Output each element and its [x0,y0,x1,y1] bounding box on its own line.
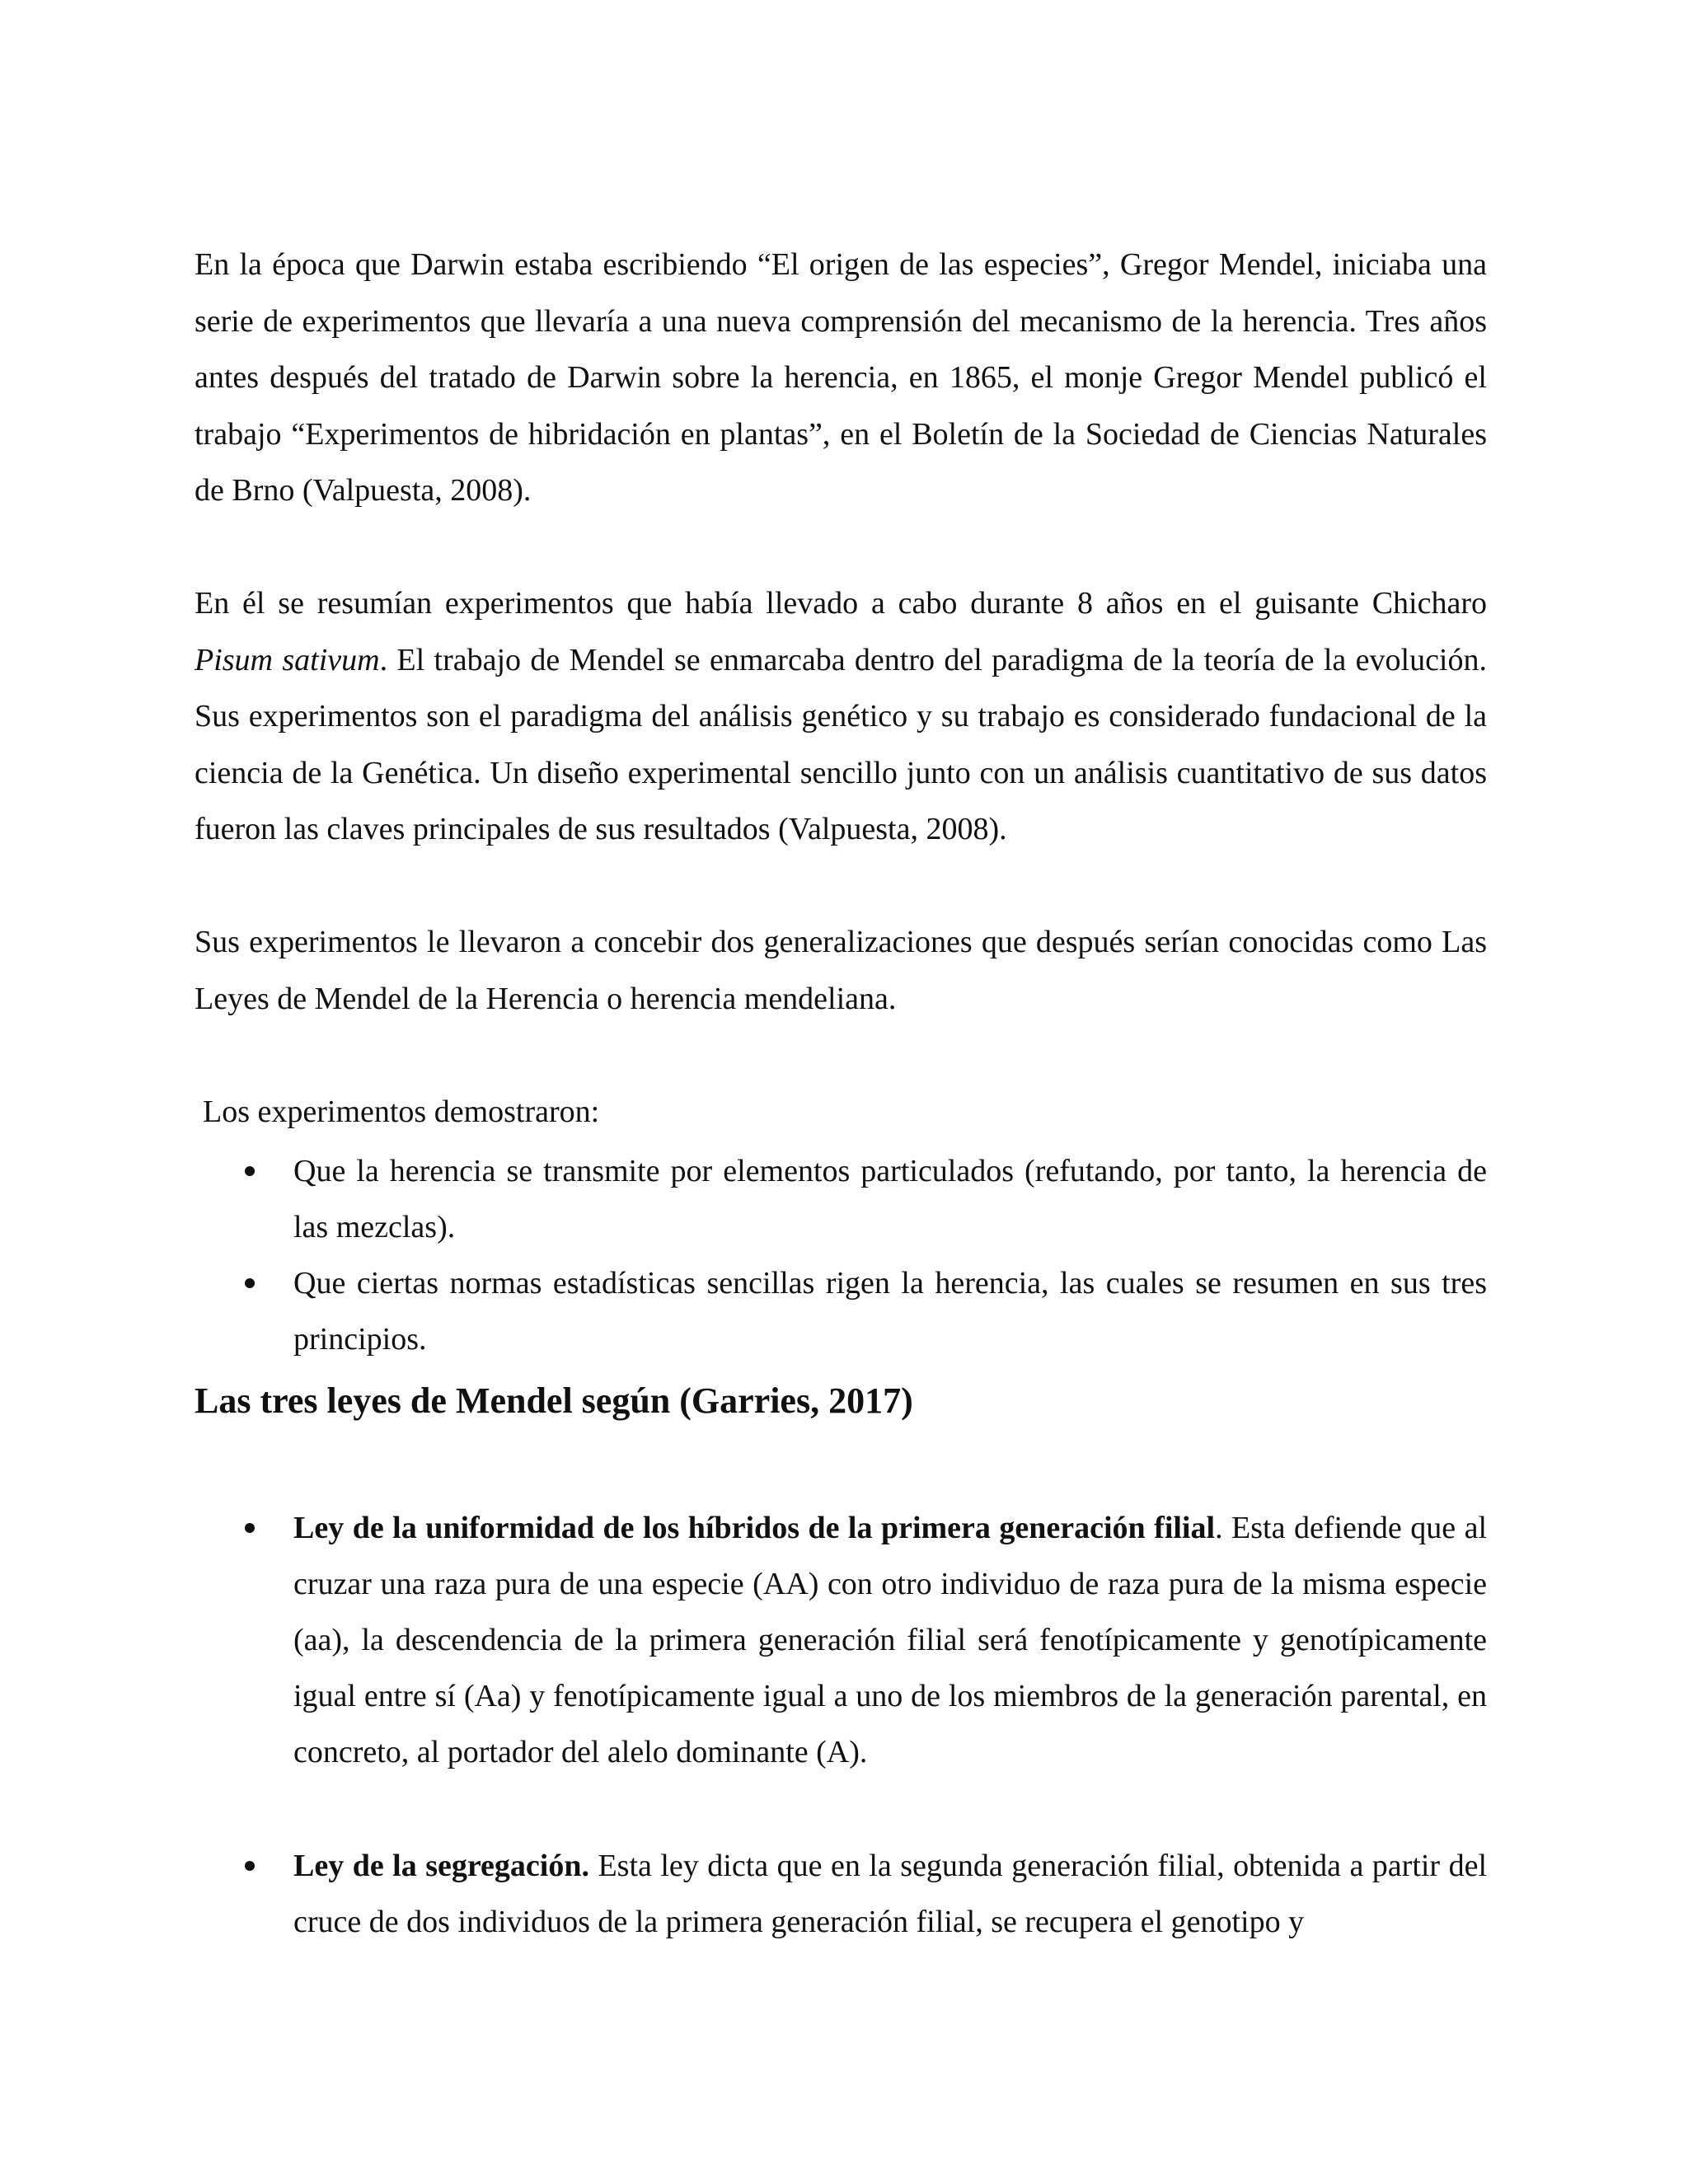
bullet-icon [245,1166,255,1176]
law-list [293,1500,1487,1780]
species-name: Pisum sativum [195,642,380,677]
paragraph-pisum-sativum [195,575,1487,858]
bullet-icon [245,1523,255,1533]
list-item-law-segregation [293,1838,1487,1950]
list-item-law-uniformity [293,1500,1487,1780]
list-item [293,1143,1487,1255]
list-item-text: Que la herencia se transmite por elementos particulados (refutando, por tanto, la herencia de las mezclas). [293,1154,1487,1244]
bullet-icon [245,1278,255,1288]
bullet-icon [245,1861,255,1871]
list-item [293,1255,1487,1367]
paragraph-text: . El trabajo de Mendel se enmarcaba dentro del paradigma de la teoría de la evolución. Sus experimentos son el paradigma del análisis genético y su trabajo es considerado fundacional de la ciencia de la Genética. Un diseño experimental sencillo junto con un análisis cuantitativo de sus datos fueron las claves principales de sus resultados (Valpuesta, 2008). [195,642,1487,846]
paragraph-mendel-laws: Sus experimentos le llevaron a concebir dos generalizaciones que después serían conocidas como Las Leyes de Mendel de la Herencia o herencia mendeliana. [195,925,1487,1016]
law-text: . Esta defiende que al cruzar una raza pura de una especie (AA) con otro individuo de raza pura de la misma especie (aa), la descendencia de la primera generación filial será fenotípicamente y genotípicamente igual entre sí (Aa) y fenotípicamente igual a uno de los miembros de la generación parental, en concreto, al portador del alelo dominante (A). [293,1511,1487,1769]
paragraph-darwin-mendel: En la época que Darwin estaba escribiendo “El origen de las especies”, Gregor Mendel, iniciaba una serie de experimentos que llevaría a una nueva comprensión del mecanismo de la herencia. Tres años antes después del tratado de Darwin sobre la herencia, en 1865, el monje Gregor Mendel publicó el trabajo “Experimentos de hibridación en plantas”, en el Boletín de la Sociedad de Ciencias Naturales de Brno (Valpuesta, 2008). [195,247,1487,508]
law-text: Esta ley dicta que en la segunda generación filial, obtenida a partir del cruce de dos individuos de la primera generación filial, se recupera el genotipo y [293,1849,1487,1939]
law-list-continued [293,1838,1487,1950]
paragraph-text: En él se resumían experimentos que había llevado a cabo durante 8 años en el guisante Chicharo [195,586,1487,621]
list-item-text: Que ciertas normas estadísticas sencillas rigen la herencia, las cuales se resumen en sus tres principios. [293,1266,1487,1357]
law-title: Ley de la segregación. [293,1849,589,1883]
experiments-intro: Los experimentos demostraron: [203,1094,600,1129]
experiments-list [293,1143,1487,1367]
law-title: Ley de la uniformidad de los híbridos de la primera generación filial [293,1511,1216,1545]
section-heading: Las tres leyes de Mendel según (Garries, 2017) [195,1380,913,1421]
